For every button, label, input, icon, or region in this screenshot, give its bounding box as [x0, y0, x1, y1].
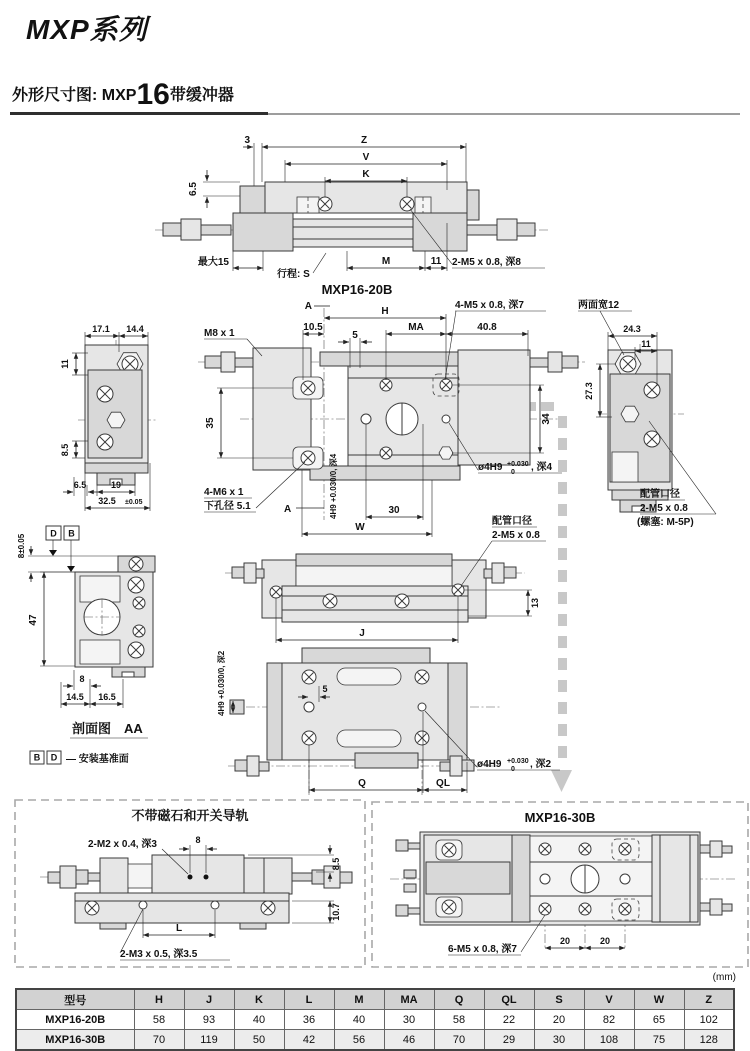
box-left-title: 不带磁石和开关导轨 [131, 808, 249, 823]
plan-view-drawing [216, 648, 560, 795]
dim-24-3: 24.3 [623, 324, 641, 334]
dim-k: K [362, 169, 370, 180]
screw-icon [318, 197, 332, 211]
dim-17-1: 17.1 [92, 324, 110, 334]
table-cell: 56 [334, 1030, 384, 1051]
table-cell: 46 [384, 1030, 434, 1051]
note-side-port-thread: 2-M5 x 0.8 [492, 530, 540, 541]
col-header: Z [684, 989, 734, 1010]
dim-z: Z [360, 135, 368, 146]
dim-5-plan: 5 [322, 684, 328, 694]
datum-d-label: D [50, 528, 57, 539]
dim-3: 3 [244, 135, 250, 146]
table-cell: 108 [584, 1030, 634, 1051]
dim-w: W [355, 522, 365, 533]
note-port-plug: (螺塞: M-5P) [637, 517, 694, 528]
note-2m2: 2-M2 x 0.4, 深3 [88, 839, 157, 850]
dim-35: 35 [205, 417, 216, 429]
dim-6-5-left: 6.5 [73, 480, 87, 490]
hex-socket-icon [107, 412, 125, 428]
col-header: L [284, 989, 334, 1010]
dim-q: Q [358, 778, 366, 789]
note-4m5-deep7: 4-M5 x 0.8, 深7 [455, 300, 524, 311]
col-header: Q [434, 989, 484, 1010]
table-cell: 70 [434, 1030, 484, 1051]
dim-30: 30 [388, 505, 400, 516]
note-dowel-deep2: ø4H9 [477, 759, 502, 770]
note-dowel-tol-bot: 0 [511, 469, 515, 476]
section-title-suffix: 带缓冲器 [169, 87, 234, 104]
note-dowel-suffix: , 深4 [531, 462, 553, 473]
box-mxp16-30b [372, 802, 748, 967]
table-cell: 128 [684, 1030, 734, 1051]
table-cell: 36 [284, 1010, 334, 1030]
dim-20-a: 20 [559, 936, 571, 946]
note-dowel2-suffix: , 深2 [530, 759, 552, 770]
model-title: MXP16-20B [321, 282, 393, 297]
dim-10-7: 10.7 [331, 903, 341, 921]
table-cell: 29 [484, 1030, 534, 1051]
dim-40-8: 40.8 [477, 322, 497, 333]
dim-11-left: 11 [60, 359, 70, 369]
table-cell: 42 [284, 1030, 334, 1051]
note-dowel-tol-top: +0.030 [507, 461, 529, 468]
note-4m6-line1: 4-M6 x 1 [204, 487, 244, 498]
note-datum-text: — 安装基准面 [66, 754, 129, 765]
dim-8-tol: 8±0.05 [17, 533, 26, 559]
table-row [16, 1030, 734, 1051]
note-2m5-deep8: 2-M5 x 0.8, 深8 [452, 257, 521, 268]
dim-ma: MA [408, 322, 424, 333]
dim-v: V [362, 152, 370, 163]
table-cell: 40 [234, 1010, 284, 1030]
dim-l: L [175, 923, 183, 934]
note-4h9-vertical: 4H9 +0.030/0, 深4 [329, 453, 338, 519]
dim-14-5: 14.5 [66, 692, 84, 702]
section-caption-cn: 剖面图 [72, 721, 112, 736]
table-cell: 82 [584, 1010, 634, 1030]
series-title: MXP系列 [26, 14, 148, 45]
table-cell: 70 [134, 1030, 184, 1051]
datum-b-label: B [68, 528, 75, 539]
table-cell: 102 [684, 1010, 734, 1030]
dim-16-5: 16.5 [98, 692, 116, 702]
dim-13: 13 [530, 597, 540, 609]
side-view-drawing [225, 514, 546, 643]
table-cell: 50 [234, 1030, 284, 1051]
dim-11: 11 [430, 256, 442, 267]
dim-27-3: 27.3 [584, 382, 594, 400]
table-cell: 119 [184, 1030, 234, 1051]
dim-6-5: 6.5 [188, 182, 199, 196]
right-end-view-drawing [578, 298, 716, 528]
dim-32-5: 32.5 [98, 496, 116, 506]
section-view-drawing [17, 526, 155, 765]
col-header-model: 型号 [16, 989, 134, 1010]
dimension-table [15, 988, 735, 1051]
table-cell: 58 [134, 1010, 184, 1030]
table-cell: 20 [534, 1010, 584, 1030]
col-header: QL [484, 989, 534, 1010]
dim-m: M [381, 256, 391, 267]
hex-port-icon [621, 406, 639, 422]
col-header: H [134, 989, 184, 1010]
dim-32-5-tol: ±0.05 [125, 499, 143, 506]
note-flats12: 两面宽12 [578, 300, 620, 311]
section-title-size: 16 [136, 78, 170, 111]
dim-ql: QL [436, 778, 450, 789]
note-datum-d: D [50, 752, 58, 763]
dim-14-4: 14.4 [126, 324, 144, 334]
dim-34: 34 [541, 413, 552, 425]
box-right-title: MXP16-30B [524, 810, 596, 825]
table-cell: 65 [634, 1010, 684, 1030]
note-4h9-slot-vertical: 4H9 +0.030/0, 深2 [217, 650, 226, 716]
marker-a-bottom: A [284, 504, 292, 515]
note-side-port-cn: 配管口径 [492, 516, 532, 527]
col-header: M [334, 989, 384, 1010]
col-header: K [234, 989, 284, 1010]
model-cell: MXP16-30B [16, 1030, 134, 1051]
top-view-drawing [155, 135, 548, 280]
table-row [16, 1010, 734, 1030]
dim-10-5: 10.5 [303, 322, 323, 333]
note-m8x1: M8 x 1 [204, 328, 235, 339]
table-cell: 30 [534, 1030, 584, 1051]
table-cell: 93 [184, 1010, 234, 1030]
col-header: V [584, 989, 634, 1010]
marker-a-top: A [304, 301, 312, 312]
note-2m3: 2-M3 x 0.5, 深3.5 [120, 949, 198, 960]
note-dowel2-tol-bot: 0 [511, 766, 515, 773]
table-header-row [16, 989, 734, 1010]
note-4m6-line2: 下孔径 5.1 [204, 501, 251, 512]
dim-stroke: 行程: S [277, 269, 310, 280]
dim-47: 47 [28, 614, 39, 626]
col-header: W [634, 989, 684, 1010]
dim-11-right: 11 [641, 339, 651, 349]
note-dowel2-tol-top: +0.030 [507, 758, 529, 765]
box-no-magnet [15, 800, 365, 967]
front-view-drawing [198, 298, 585, 537]
col-header: J [184, 989, 234, 1010]
dim-19: 19 [110, 480, 122, 490]
dim-8-5-left: 8.5 [60, 443, 70, 457]
dim-max15: 最大15 [197, 257, 229, 268]
dim-h: H [381, 306, 389, 317]
screw-icon [400, 197, 414, 211]
table-cell: 22 [484, 1010, 534, 1030]
dim-8-5-boxleft: 8.5 [331, 857, 341, 871]
dim-8-section: 8 [79, 674, 85, 684]
dim-8-boxleft: 8 [195, 835, 201, 845]
unit-note: (mm) [712, 972, 736, 983]
table-cell: 40 [334, 1010, 384, 1030]
col-header: S [534, 989, 584, 1010]
note-port-cn: 配管口径 [640, 489, 680, 500]
note-datum-b: B [33, 752, 41, 763]
left-end-view-drawing [60, 324, 158, 511]
col-header: MA [384, 989, 434, 1010]
table-cell: 75 [634, 1030, 684, 1051]
note-6m5: 6-M5 x 0.8, 深7 [448, 944, 517, 955]
model-cell: MXP16-20B [16, 1010, 134, 1030]
note-port-thread: 2-M5 x 0.8 [640, 503, 688, 514]
note-dowel-deep4: ø4H9 [478, 462, 503, 473]
table-cell: 30 [384, 1010, 434, 1030]
section-title-prefix: 外形尺寸图: MXP [12, 87, 137, 104]
dim-20-b: 20 [599, 936, 611, 946]
dim-j: J [359, 628, 365, 639]
dim-5: 5 [352, 330, 358, 341]
section-caption-aa: AA [124, 721, 143, 736]
table-cell: 58 [434, 1010, 484, 1030]
